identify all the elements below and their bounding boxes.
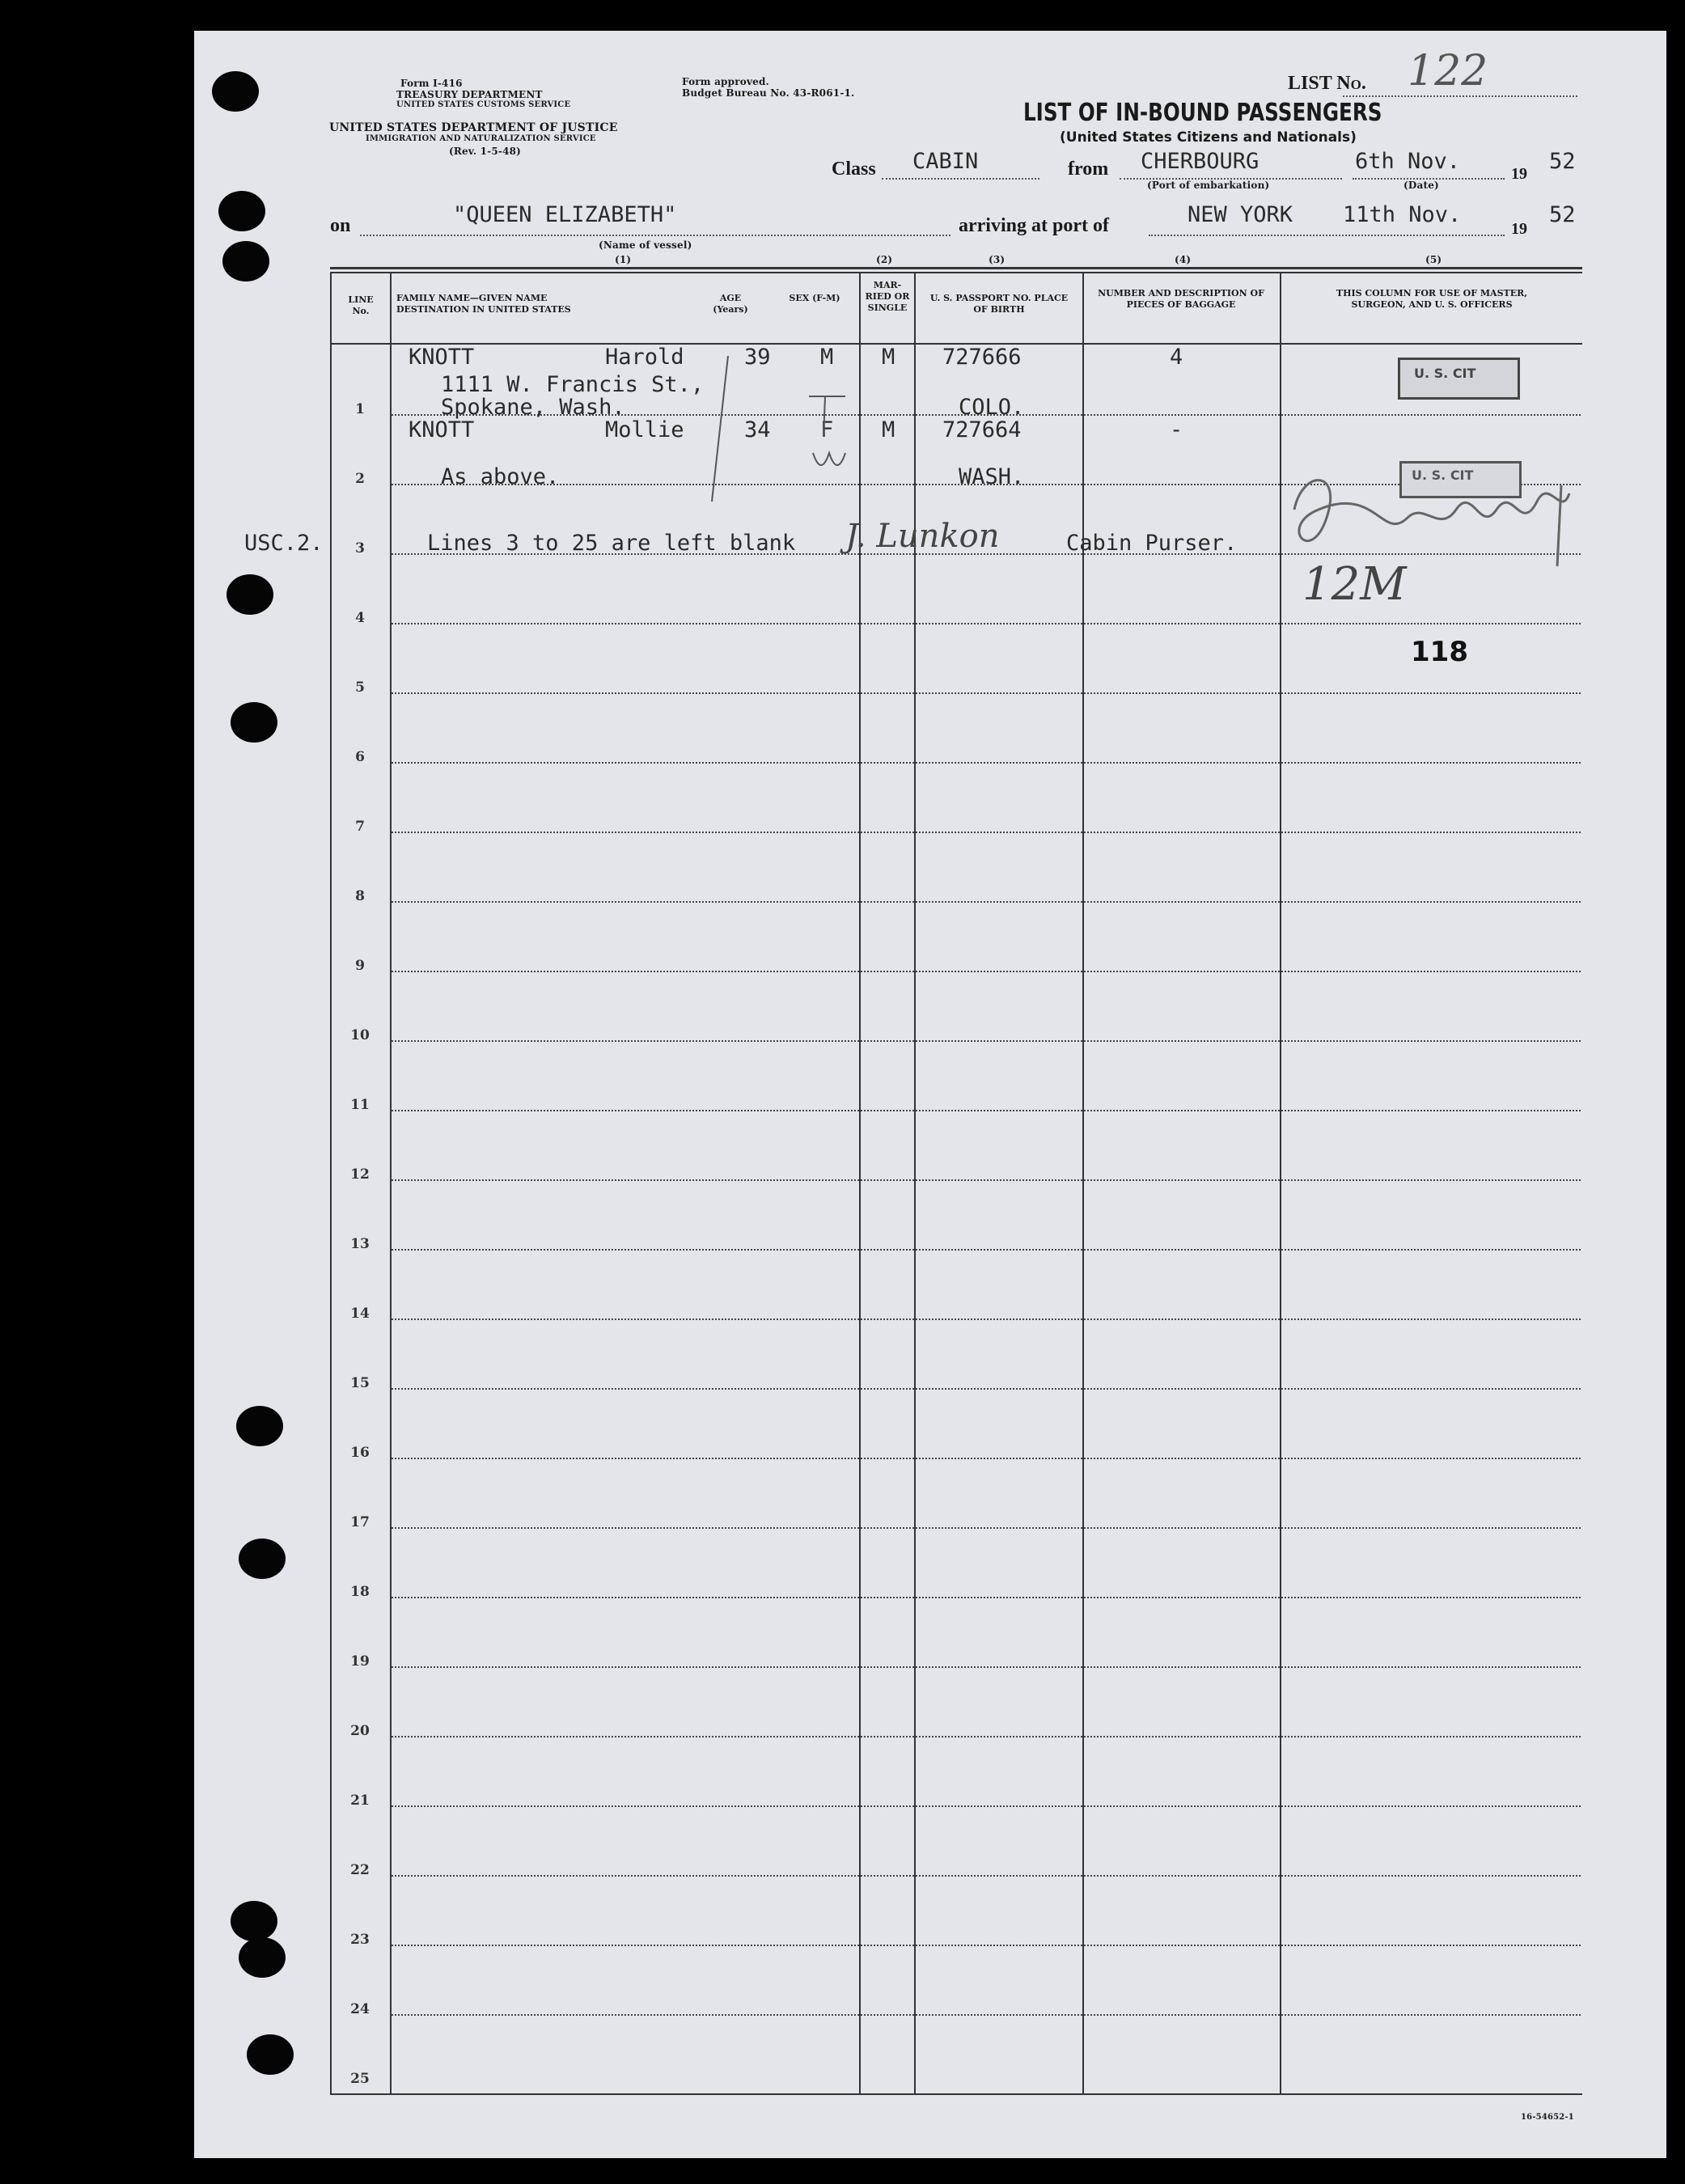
column-number: (5) [1425, 254, 1442, 265]
punch-hole [231, 702, 277, 743]
line-number: 25 [350, 2071, 370, 2087]
from-value: CHERBOURG [1141, 149, 1260, 174]
justice-dept: UNITED STATES DEPARTMENT OF JUSTICE [329, 121, 618, 134]
departure-year: 52 [1549, 149, 1576, 174]
year-prefix: 19 [1511, 165, 1527, 183]
vessel-caption: (Name of vessel) [599, 239, 692, 251]
form-number: Form I-416 [400, 78, 463, 89]
passenger-marital: M [882, 345, 895, 370]
port-caption: (Port of embarkation) [1147, 180, 1270, 191]
purser-role: Cabin Purser. [1066, 531, 1238, 556]
passenger-family-name: KNOTT [409, 345, 475, 370]
line-number: 15 [350, 1375, 370, 1391]
line-number: 19 [350, 1653, 370, 1670]
header-officers: THIS COLUMN FOR USE OF MASTER, SURGEON, AND U. S. OFFICERS [1336, 288, 1528, 310]
passenger-passport: 727664 [942, 417, 1022, 442]
line-number: 7 [355, 819, 365, 835]
line-number: 11 [350, 1097, 370, 1113]
passenger-address: Spokane, Wash. [441, 395, 625, 420]
punch-hole [222, 241, 269, 281]
on-label: on [330, 215, 351, 236]
line-number: 13 [350, 1236, 370, 1252]
punch-hole [239, 1937, 286, 1978]
line-number: 21 [350, 1792, 370, 1809]
punch-hole [247, 2034, 294, 2075]
class-label: Class [832, 159, 876, 180]
line-number: 9 [355, 958, 365, 974]
line-number: 16 [350, 1445, 370, 1461]
header-passport: U. S. PASSPORT NO. PLACE OF BIRTH [929, 293, 1069, 315]
passenger-sex: F [820, 417, 834, 442]
column-number: (4) [1175, 254, 1192, 265]
line-number: 6 [355, 749, 365, 765]
footer-form-code: 16-54652-1 [1521, 2113, 1574, 2122]
header-sex: SEX (F-M) [789, 293, 840, 303]
line-number: 22 [350, 1862, 370, 1878]
header-baggage: NUMBER AND DESCRIPTION OF PIECES OF BAGGAGE [1098, 288, 1264, 310]
passenger-given-name: Mollie [605, 417, 684, 442]
list-number-label: LIST No. [1288, 73, 1366, 94]
passenger-address: As above. [441, 464, 560, 489]
header-age: AGE (Years) [713, 293, 748, 315]
officer-signature [1278, 453, 1586, 574]
passenger-address: 1111 W. Francis St., [441, 372, 705, 397]
line-number: 23 [350, 1932, 370, 1948]
passenger-age: 34 [744, 417, 771, 442]
punch-hole [218, 191, 265, 231]
line-number: 3 [355, 540, 365, 557]
line-number: 24 [350, 2001, 370, 2017]
header-married: MAR-RIED OR SINGLE [865, 280, 910, 313]
column-number: (1) [615, 254, 632, 265]
passenger-baggage: - [1170, 417, 1183, 442]
header-line-no: LINE No. [348, 294, 374, 316]
punch-hole [231, 1901, 277, 1941]
ins-service: IMMIGRATION AND NATURALIZATION SERVICE [366, 134, 596, 143]
list-number-value: 122 [1408, 47, 1488, 95]
passenger-sex: M [820, 345, 834, 370]
punch-hole [236, 1406, 283, 1446]
line-number: 5 [355, 679, 365, 696]
punch-hole [239, 1539, 286, 1579]
page-number: 118 [1411, 636, 1468, 668]
passenger-age: 39 [744, 345, 771, 370]
from-label: from [1068, 159, 1109, 180]
line-number: 1 [355, 401, 365, 417]
punch-hole [227, 574, 273, 615]
departure-date: 6th Nov. [1355, 149, 1461, 174]
arriving-label: arriving at port of [959, 215, 1109, 236]
line-number: 4 [355, 610, 365, 626]
arrival-date: 11th Nov. [1343, 202, 1462, 227]
class-value: CABIN [912, 149, 979, 174]
punch-hole [212, 71, 259, 112]
passenger-passport: 727666 [942, 345, 1022, 370]
line-number: 12 [350, 1166, 370, 1183]
arrival-port: NEW YORK [1188, 202, 1293, 227]
customs-service: UNITED STATES CUSTOMS SERVICE [396, 100, 571, 109]
column-number: (3) [989, 254, 1005, 265]
passenger-baggage: 4 [1170, 345, 1183, 370]
blank-lines-note: Lines 3 to 25 are left blank [427, 531, 796, 556]
line-number: 10 [350, 1027, 370, 1043]
officer-initials: 12M [1302, 558, 1407, 611]
officer-stamp-text: U. S. CIT [1414, 366, 1476, 381]
header-name: FAMILY NAME—GIVEN NAME DESTINATION IN UNITED STATES [396, 293, 571, 315]
officer-stamp-text: U. S. CIT [1412, 468, 1474, 483]
line-number: 20 [350, 1723, 370, 1739]
line-number: 17 [350, 1514, 370, 1530]
purser-signature: J. Lunkon [845, 518, 1000, 555]
passenger-birthplace: WASH. [959, 464, 1025, 489]
budget-bureau: Budget Bureau No. 43-R061-1. [682, 87, 855, 99]
line-number: 8 [355, 888, 365, 904]
pencil-marks [696, 348, 906, 510]
form-revision: (Rev. 1-5-48) [449, 146, 522, 157]
list-title: LIST OF IN-BOUND PASSENGERS [1023, 99, 1382, 127]
line-number: 14 [350, 1306, 370, 1322]
passenger-family-name: KNOTT [409, 417, 475, 442]
arrival-year-prefix: 19 [1511, 220, 1527, 238]
line-number: 18 [350, 1584, 370, 1600]
vessel-name: "QUEEN ELIZABETH" [453, 202, 677, 227]
passenger-marital: M [882, 417, 895, 442]
date-caption: (Date) [1403, 180, 1439, 191]
column-number: (2) [876, 254, 893, 265]
arrival-year: 52 [1549, 202, 1576, 227]
form-approved: Form approved. [682, 76, 769, 87]
passenger-birthplace: COLO. [959, 395, 1025, 420]
note-prefix: USC.2. [244, 531, 324, 556]
line-number: 2 [355, 471, 365, 487]
list-subtitle: (United States Citizens and Nationals) [1060, 129, 1357, 146]
passenger-given-name: Harold [605, 345, 684, 370]
treasury-dept: TREASURY DEPARTMENT [396, 89, 543, 100]
